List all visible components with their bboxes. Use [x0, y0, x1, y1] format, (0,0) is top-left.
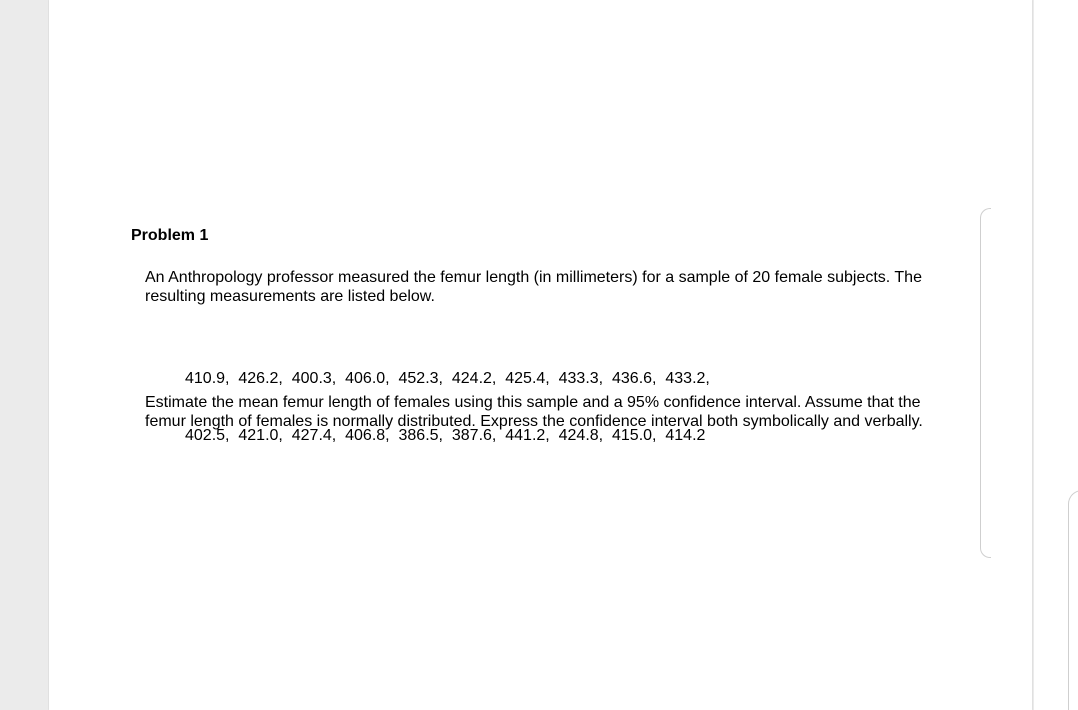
problem-intro: An Anthropology professor measured the femur length (in millimeters) for a sample of 20 female subjects. The resulting measurements are listed below.: [145, 269, 922, 305]
measurements-line-2: 402.5, 421.0, 427.4, 406.8, 386.5, 387.6, 441.2, 424.8, 415.0, 414.2: [185, 427, 706, 444]
scroll-track[interactable]: [980, 208, 991, 558]
scroll-handle[interactable]: [1068, 490, 1078, 710]
measurements-line-1: 410.9, 426.2, 400.3, 406.0, 452.3, 424.2, 425.4, 433.3, 436.6, 433.2,: [185, 370, 710, 387]
document-page: [49, 0, 1032, 710]
problem-task: Estimate the mean femur length of females using this sample and a 95% confidence interval. Assume that the femur length of females is normally distributed. Express the confidence interval both symbolically and verbally.: [145, 394, 923, 430]
problem-title: Problem 1: [131, 227, 209, 244]
